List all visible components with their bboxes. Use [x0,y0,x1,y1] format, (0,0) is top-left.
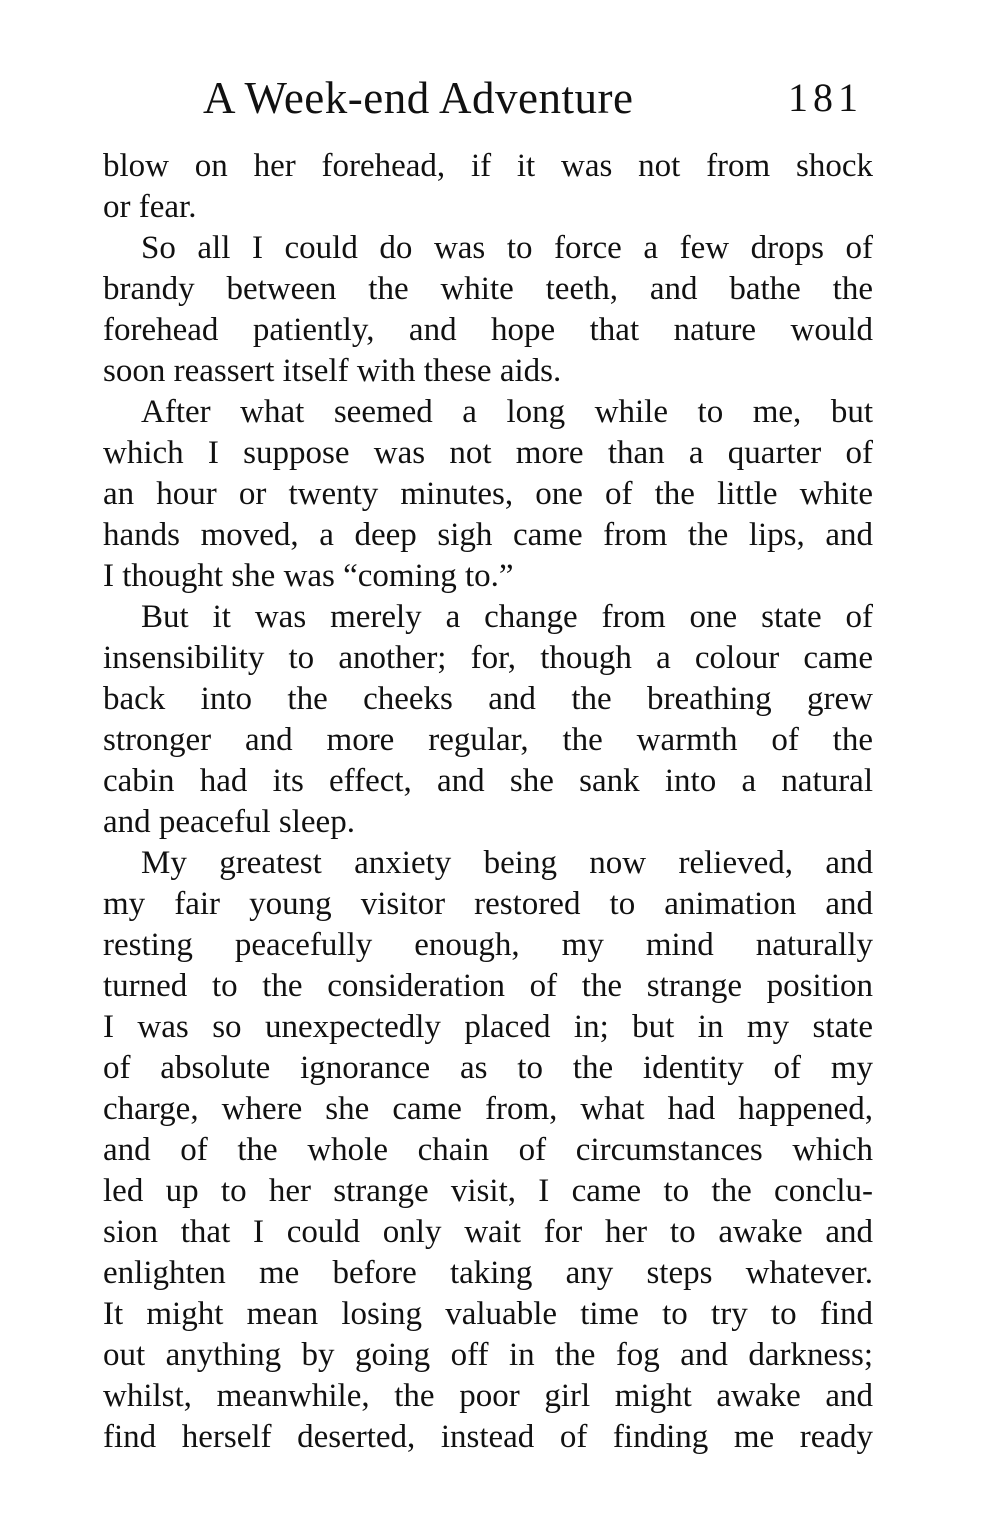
text-line: It might mean losing valuable time to try to find [103,1296,873,1332]
text-line: my fair young visitor restored to animation and [103,886,873,922]
text-line: brandy between the white teeth, and bathe the [103,271,873,307]
text-line: But it was merely a change from one state of [141,599,873,635]
text-line: which I suppose was not more than a quarter of [103,435,873,471]
text-line: After what seemed a long while to me, but [141,394,873,430]
text-line: or fear. [103,189,197,225]
text-line: hands moved, a deep sigh came from the lips, and [103,517,873,553]
text-line: sion that I could only wait for her to awake and [103,1214,873,1250]
text-line: led up to her strange visit, I came to the conclu- [103,1173,873,1209]
text-line: resting peacefully enough, my mind naturally [103,927,873,963]
paragraph [103,228,873,392]
text-line: and of the whole chain of circumstances which [103,1132,873,1168]
text-line: enlighten me before taking any steps whatever. [103,1255,873,1291]
text-line: I thought she was “coming to.” [103,558,514,594]
text-line: forehead patiently, and hope that nature would [103,312,873,348]
page-number: 181 [788,75,863,120]
text-line: an hour or twenty minutes, one of the little white [103,476,873,512]
text-line: back into the cheeks and the breathing grew [103,681,873,717]
page-body [103,146,873,1458]
text-line: So all I could do was to force a few drops of [141,230,873,266]
paragraph [103,392,873,597]
text-line: of absolute ignorance as to the identity of my [103,1050,873,1086]
text-line: find herself deserted, instead of finding me ready [103,1419,873,1455]
running-header [203,72,863,128]
paragraph [103,597,873,843]
text-line: out anything by going off in the fog and darkness; [103,1337,873,1373]
text-line: and peaceful sleep. [103,804,355,840]
text-line: soon reassert itself with these aids. [103,353,562,389]
text-line: stronger and more regular, the warmth of the [103,722,873,758]
text-line: My greatest anxiety being now relieved, and [141,845,873,881]
text-line: charge, where she came from, what had happened, [103,1091,873,1127]
text-line: cabin had its effect, and she sank into a natural [103,763,873,799]
running-title: A Week-end Adventure [203,73,634,123]
paragraph [103,146,873,228]
text-line: turned to the consideration of the strange position [103,968,873,1004]
paragraph [103,843,873,1458]
text-line: I was so unexpectedly placed in; but in my state [103,1009,873,1045]
text-line: insensibility to another; for, though a colour came [103,640,873,676]
text-line: blow on her forehead, if it was not from shock [103,148,873,184]
text-line: whilst, meanwhile, the poor girl might awake and [103,1378,873,1414]
